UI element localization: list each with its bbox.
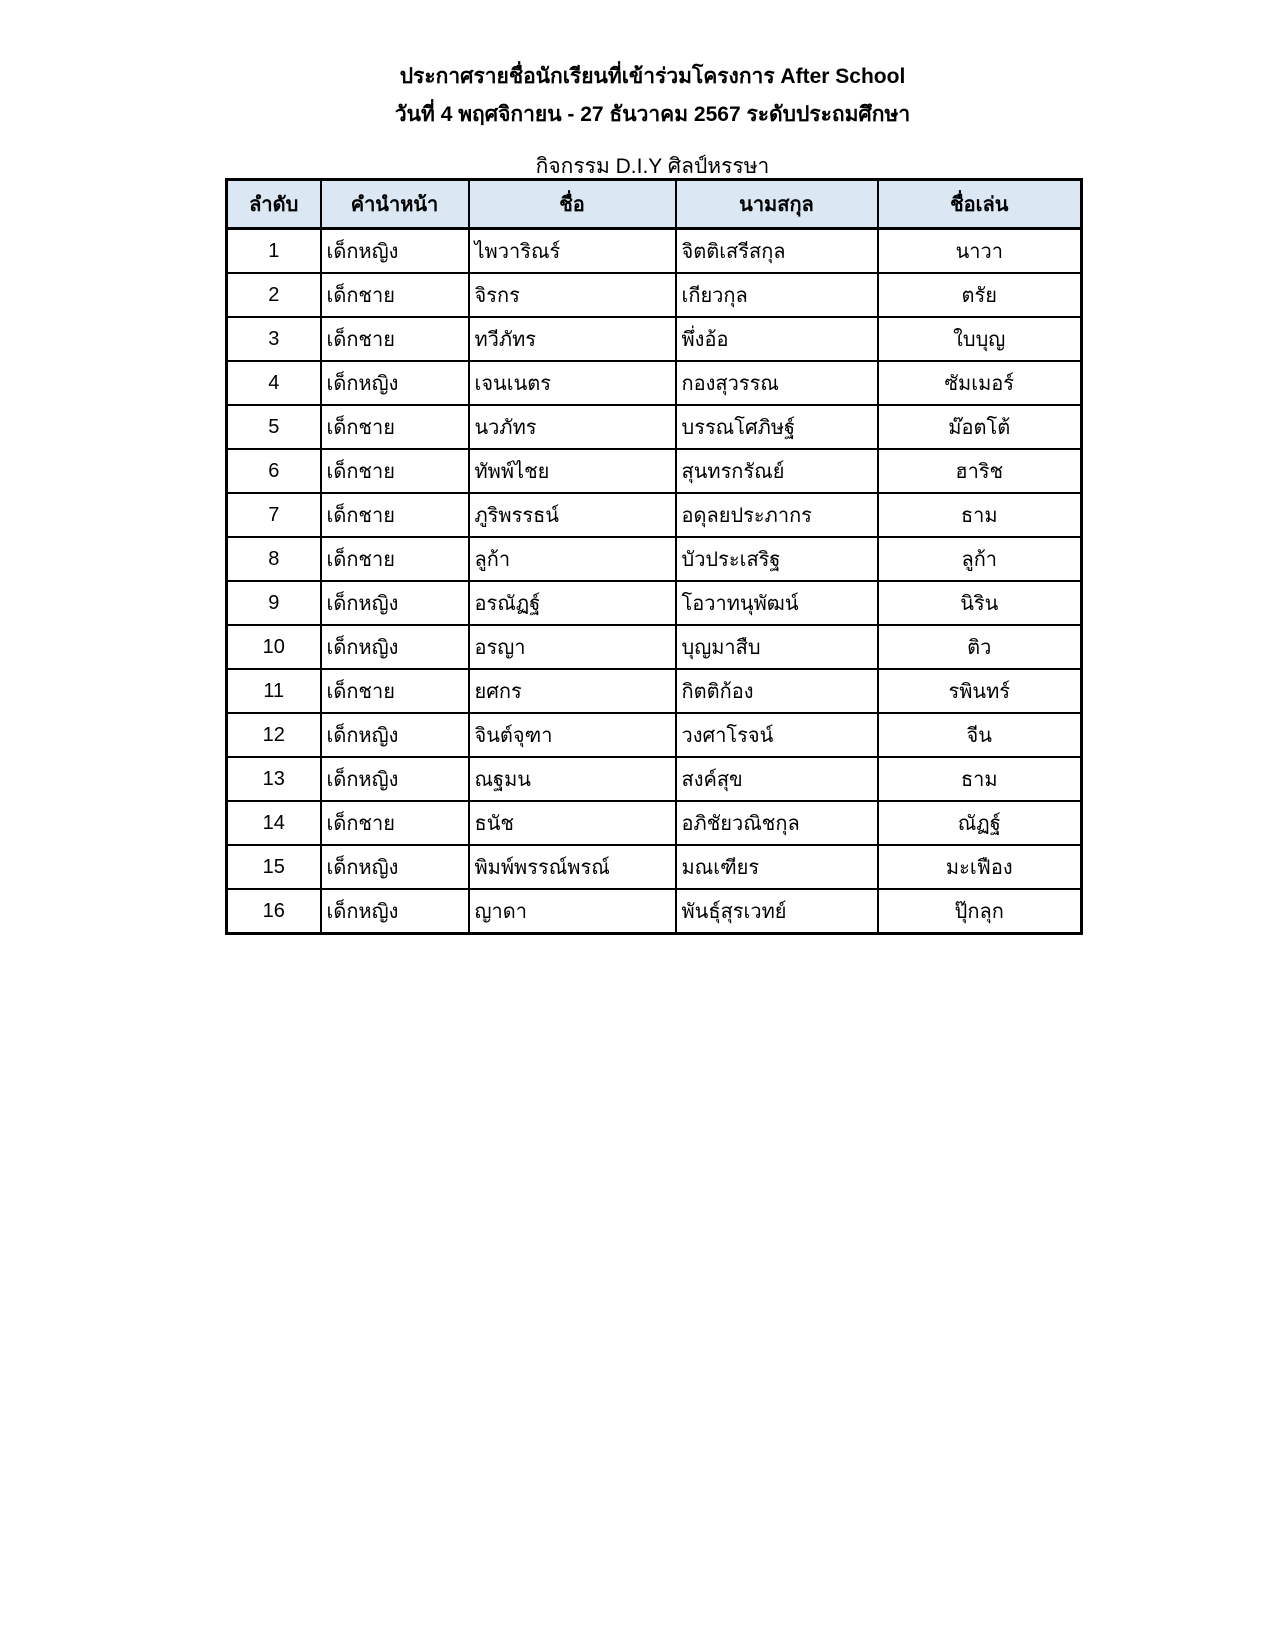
cell-nickname: ธาม [878,493,1082,537]
table-row [227,581,1082,625]
student-table [225,178,1083,935]
table-row [227,537,1082,581]
cell-first-name: อรญา [469,625,676,669]
cell-order: 12 [227,713,321,757]
cell-last-name: สงค์สุข [676,757,878,801]
cell-order: 5 [227,405,321,449]
cell-last-name: อดุลยประภากร [676,493,878,537]
cell-nickname: ณัฏฐ์ [878,801,1082,845]
header-row [227,180,1082,229]
table-row [227,669,1082,713]
table-row [227,361,1082,405]
cell-order: 15 [227,845,321,889]
cell-first-name: ณฐมน [469,757,676,801]
cell-last-name: จิตติเสรีสกุล [676,229,878,274]
cell-last-name: วงศาโรจน์ [676,713,878,757]
cell-order: 13 [227,757,321,801]
cell-title-prefix: เด็กหญิง [321,361,469,405]
cell-nickname: ติว [878,625,1082,669]
table-row [227,625,1082,669]
cell-first-name: ยศกร [469,669,676,713]
cell-last-name: สุนทรกรัณย์ [676,449,878,493]
cell-title-prefix: เด็กชาย [321,537,469,581]
cell-order: 6 [227,449,321,493]
cell-title-prefix: เด็กหญิง [321,581,469,625]
table-row [227,493,1082,537]
cell-last-name: บรรณโศภิษฐ์ [676,405,878,449]
cell-title-prefix: เด็กชาย [321,449,469,493]
cell-last-name: โอวาทนุพัฒน์ [676,581,878,625]
cell-order: 11 [227,669,321,713]
cell-title-prefix: เด็กชาย [321,669,469,713]
cell-order: 10 [227,625,321,669]
cell-order: 14 [227,801,321,845]
cell-order: 1 [227,229,321,274]
cell-last-name: บัวประเสริฐ [676,537,878,581]
header-first-name: ชื่อ [469,180,676,229]
cell-nickname: มะเฟือง [878,845,1082,889]
table-row [227,449,1082,493]
cell-first-name: จินต์จุฑา [469,713,676,757]
cell-title-prefix: เด็กชาย [321,493,469,537]
cell-nickname: นิริน [878,581,1082,625]
table-row [227,273,1082,317]
cell-nickname: รพินทร์ [878,669,1082,713]
cell-last-name: กิตติก้อง [676,669,878,713]
cell-title-prefix: เด็กหญิง [321,757,469,801]
cell-title-prefix: เด็กหญิง [321,625,469,669]
cell-title-prefix: เด็กหญิง [321,889,469,934]
cell-last-name: บุญมาสืบ [676,625,878,669]
cell-nickname: ซัมเมอร์ [878,361,1082,405]
cell-title-prefix: เด็กชาย [321,317,469,361]
document-title-line2: วันที่ 4 พฤศจิกายน - 27 ธันวาคม 2567 ระดับประถมศึกษา [394,103,911,126]
cell-first-name: ทัพพ์ไชย [469,449,676,493]
table-row [227,713,1082,757]
table-row [227,757,1082,801]
cell-last-name: กองสุวรรณ [676,361,878,405]
header-nickname: ชื่อเล่น [878,180,1082,229]
table-row [227,317,1082,361]
cell-last-name: อภิชัยวณิชกุล [676,801,878,845]
cell-first-name: พิมพ์พรรณ์พรณ์ [469,845,676,889]
cell-first-name: เจนเนตร [469,361,676,405]
cell-order: 3 [227,317,321,361]
cell-first-name: ลูก้า [469,537,676,581]
cell-order: 4 [227,361,321,405]
student-table-body [227,229,1082,934]
cell-last-name: พันธุ์สุรเวทย์ [676,889,878,934]
cell-nickname: ธาม [878,757,1082,801]
cell-first-name: ธนัช [469,801,676,845]
cell-nickname: ม๊อตโต้ [878,405,1082,449]
cell-last-name: พึ่งอ้อ [676,317,878,361]
cell-last-name: เกียวกุล [676,273,878,317]
cell-title-prefix: เด็กชาย [321,405,469,449]
cell-order: 16 [227,889,321,934]
table-row [227,801,1082,845]
cell-nickname: นาวา [878,229,1082,274]
header-title-prefix: คำนำหน้า [321,180,469,229]
cell-nickname: ตรัย [878,273,1082,317]
cell-order: 2 [227,273,321,317]
cell-last-name: มณเฑียร [676,845,878,889]
cell-first-name: นวภัทร [469,405,676,449]
header-last-name: นามสกุล [676,180,878,229]
cell-nickname: จีน [878,713,1082,757]
cell-nickname: ปุ๊กลุก [878,889,1082,934]
cell-first-name: ไพวาริณร์ [469,229,676,274]
cell-first-name: อรณัฏฐ์ [469,581,676,625]
cell-first-name: ญาดา [469,889,676,934]
cell-title-prefix: เด็กหญิง [321,713,469,757]
table-row [227,229,1082,274]
cell-order: 9 [227,581,321,625]
cell-first-name: ภูริพรรธน์ [469,493,676,537]
cell-nickname: ลูก้า [878,537,1082,581]
cell-first-name: จิรกร [469,273,676,317]
cell-title-prefix: เด็กชาย [321,273,469,317]
table-row [227,405,1082,449]
activity-title: กิจกรรม D.I.Y ศิลป์หรรษา [535,155,770,178]
document-header [225,58,1080,182]
header-order: ลำดับ [227,180,321,229]
cell-nickname: ฮาริช [878,449,1082,493]
cell-order: 7 [227,493,321,537]
cell-title-prefix: เด็กหญิง [321,229,469,274]
student-table-header [227,180,1082,229]
cell-order: 8 [227,537,321,581]
cell-first-name: ทวีภัทร [469,317,676,361]
cell-title-prefix: เด็กชาย [321,801,469,845]
table-row [227,889,1082,934]
cell-title-prefix: เด็กหญิง [321,845,469,889]
document-title-line1: ประกาศรายชื่อนักเรียนที่เข้าร่วมโครงการ After School [399,65,906,88]
cell-nickname: ใบบุญ [878,317,1082,361]
table-row [227,845,1082,889]
